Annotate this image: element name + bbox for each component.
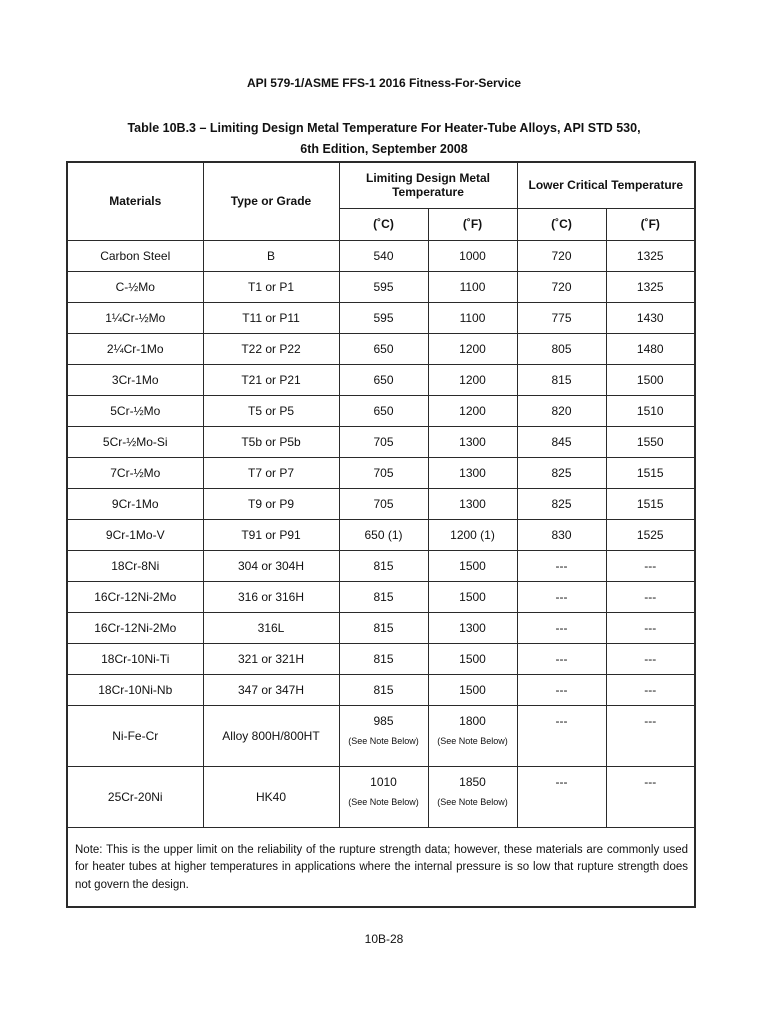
cell-lct-f: 1325 — [606, 271, 695, 302]
cell-ldmt-f: 1100 — [428, 271, 517, 302]
see-note-reference: (See Note Below) — [437, 735, 508, 746]
cell-grade: HK40 — [203, 766, 339, 827]
cell-grade: Alloy 800H/800HT — [203, 705, 339, 766]
table-row — [67, 612, 695, 643]
cell-ldmt-f: 1500 — [428, 643, 517, 674]
cell-ldmt-c — [339, 766, 428, 827]
table-row — [67, 581, 695, 612]
cell-grade: T1 or P1 — [203, 271, 339, 302]
table-row-with-note — [67, 705, 695, 766]
cell-ldmt-c: 540 — [339, 240, 428, 271]
cell-material: 16Cr-12Ni-2Mo — [67, 581, 203, 612]
cell-ldmt-c: 595 — [339, 271, 428, 302]
cell-lct-c: --- — [517, 705, 606, 766]
cell-material: 9Cr-1Mo-V — [67, 519, 203, 550]
document-header: API 579-1/ASME FFS-1 2016 Fitness-For-Service — [246, 76, 522, 90]
cell-lct-f: --- — [606, 581, 695, 612]
see-note-reference: (See Note Below) — [437, 796, 508, 807]
header-materials: Materials — [67, 162, 203, 240]
cell-ldmt-f-value: 1850 — [459, 774, 486, 789]
cell-ldmt-f-value: 1800 — [459, 713, 486, 728]
cell-lct-f: --- — [606, 550, 695, 581]
cell-ldmt-f — [428, 766, 517, 827]
cell-lct-c: 845 — [517, 426, 606, 457]
cell-ldmt-c: 650 — [339, 333, 428, 364]
cell-material: 1¼Cr-½Mo — [67, 302, 203, 333]
cell-lct-c: 825 — [517, 457, 606, 488]
table-row — [67, 550, 695, 581]
cell-grade: T9 or P9 — [203, 488, 339, 519]
cell-lct-c: 820 — [517, 395, 606, 426]
table-row — [67, 271, 695, 302]
cell-grade: 316L — [203, 612, 339, 643]
cell-material: 2¼Cr-1Mo — [67, 333, 203, 364]
header-lower-critical-temperature: Lower Critical Temperature — [517, 162, 695, 208]
cell-ldmt-f: 1100 — [428, 302, 517, 333]
cell-ldmt-c: 815 — [339, 581, 428, 612]
note-row — [67, 827, 695, 907]
unit-ldmt-fahrenheit: (˚F) — [428, 208, 517, 240]
page-number: 10B-28 — [364, 932, 404, 946]
cell-lct-c: 805 — [517, 333, 606, 364]
cell-ldmt-c: 815 — [339, 643, 428, 674]
cell-lct-c: 720 — [517, 271, 606, 302]
cell-ldmt-c: 705 — [339, 426, 428, 457]
cell-lct-f: 1525 — [606, 519, 695, 550]
table-row — [67, 333, 695, 364]
cell-ldmt-f — [428, 705, 517, 766]
table-row — [67, 364, 695, 395]
table-title — [0, 118, 768, 160]
cell-material: 9Cr-1Mo — [67, 488, 203, 519]
cell-grade: T91 or P91 — [203, 519, 339, 550]
cell-material: 5Cr-½Mo-Si — [67, 426, 203, 457]
header-type-or-grade: Type or Grade — [203, 162, 339, 240]
cell-ldmt-f: 1200 — [428, 333, 517, 364]
cell-material: 18Cr-10Ni-Nb — [67, 674, 203, 705]
cell-grade: B — [203, 240, 339, 271]
cell-ldmt-f: 1200 (1) — [428, 519, 517, 550]
cell-lct-c: 830 — [517, 519, 606, 550]
cell-material: C-½Mo — [67, 271, 203, 302]
table-row — [67, 457, 695, 488]
cell-lct-f: 1510 — [606, 395, 695, 426]
cell-ldmt-f: 1300 — [428, 612, 517, 643]
cell-ldmt-c-value: 1010 — [370, 774, 397, 789]
cell-grade: T5 or P5 — [203, 395, 339, 426]
cell-ldmt-f: 1500 — [428, 581, 517, 612]
cell-material: 16Cr-12Ni-2Mo — [67, 612, 203, 643]
cell-lct-f: --- — [606, 612, 695, 643]
cell-ldmt-f: 1500 — [428, 550, 517, 581]
table-row — [67, 519, 695, 550]
cell-material: 3Cr-1Mo — [67, 364, 203, 395]
cell-ldmt-f: 1200 — [428, 395, 517, 426]
cell-ldmt-f: 1300 — [428, 426, 517, 457]
cell-lct-f: 1480 — [606, 333, 695, 364]
cell-lct-f: 1515 — [606, 488, 695, 519]
cell-material: 5Cr-½Mo — [67, 395, 203, 426]
cell-ldmt-f: 1000 — [428, 240, 517, 271]
cell-ldmt-c: 815 — [339, 674, 428, 705]
unit-ldmt-celsius: (˚C) — [339, 208, 428, 240]
cell-lct-f: 1550 — [606, 426, 695, 457]
cell-lct-c: --- — [517, 550, 606, 581]
cell-grade: T7 or P7 — [203, 457, 339, 488]
table-row-with-note — [67, 766, 695, 827]
cell-ldmt-c: 650 — [339, 364, 428, 395]
cell-ldmt-c: 650 — [339, 395, 428, 426]
cell-grade: T21 or P21 — [203, 364, 339, 395]
cell-ldmt-c-value: 985 — [373, 713, 394, 728]
cell-lct-c: 815 — [517, 364, 606, 395]
cell-lct-f: --- — [606, 766, 695, 827]
table-title-line-2: 6th Edition, September 2008 — [300, 142, 468, 156]
cell-material: 18Cr-8Ni — [67, 550, 203, 581]
cell-lct-c: 825 — [517, 488, 606, 519]
cell-lct-f: 1500 — [606, 364, 695, 395]
cell-lct-f: --- — [606, 674, 695, 705]
cell-material: 18Cr-10Ni-Ti — [67, 643, 203, 674]
cell-grade: 321 or 321H — [203, 643, 339, 674]
cell-ldmt-c — [339, 705, 428, 766]
cell-material: 25Cr-20Ni — [67, 766, 203, 827]
cell-grade: T22 or P22 — [203, 333, 339, 364]
cell-grade: 347 or 347H — [203, 674, 339, 705]
table-row — [67, 643, 695, 674]
table-row — [67, 302, 695, 333]
cell-lct-f: --- — [606, 705, 695, 766]
cell-ldmt-c: 595 — [339, 302, 428, 333]
table-note: Note: This is the upper limit on the reliability of the rupture strength data; however, these materials are commonly used for heater tubes at higher temperatures in applications where the internal pressure is so low that rupture strength does not govern the design. — [67, 827, 695, 907]
cell-lct-f: 1430 — [606, 302, 695, 333]
cell-ldmt-c: 815 — [339, 550, 428, 581]
temperature-table — [66, 161, 696, 908]
cell-grade: T5b or P5b — [203, 426, 339, 457]
table-row — [67, 674, 695, 705]
table-title-line-1: Table 10B.3 – Limiting Design Metal Temperature For Heater-Tube Alloys, API STD 530, — [127, 121, 641, 135]
table-row — [67, 426, 695, 457]
cell-lct-f: 1515 — [606, 457, 695, 488]
header-limiting-design-metal-temperature: Limiting Design Metal Temperature — [339, 162, 517, 208]
cell-ldmt-c: 705 — [339, 488, 428, 519]
cell-lct-c: --- — [517, 581, 606, 612]
cell-grade: 304 or 304H — [203, 550, 339, 581]
cell-ldmt-c: 815 — [339, 612, 428, 643]
cell-lct-f: 1325 — [606, 240, 695, 271]
see-note-reference: (See Note Below) — [348, 796, 419, 807]
see-note-reference: (See Note Below) — [348, 735, 419, 746]
unit-lct-fahrenheit: (˚F) — [606, 208, 695, 240]
cell-ldmt-f: 1200 — [428, 364, 517, 395]
table-row — [67, 240, 695, 271]
cell-ldmt-c: 705 — [339, 457, 428, 488]
cell-lct-c: --- — [517, 643, 606, 674]
table-row — [67, 395, 695, 426]
cell-ldmt-f: 1300 — [428, 488, 517, 519]
unit-lct-celsius: (˚C) — [517, 208, 606, 240]
cell-lct-c: 775 — [517, 302, 606, 333]
cell-grade: T11 or P11 — [203, 302, 339, 333]
cell-material: Carbon Steel — [67, 240, 203, 271]
cell-material: Ni-Fe-Cr — [67, 705, 203, 766]
cell-material: 7Cr-½Mo — [67, 457, 203, 488]
cell-lct-c: --- — [517, 766, 606, 827]
cell-ldmt-c: 650 (1) — [339, 519, 428, 550]
cell-ldmt-f: 1300 — [428, 457, 517, 488]
cell-lct-c: 720 — [517, 240, 606, 271]
cell-grade: 316 or 316H — [203, 581, 339, 612]
table-row — [67, 488, 695, 519]
cell-lct-f: --- — [606, 643, 695, 674]
cell-lct-c: --- — [517, 674, 606, 705]
cell-ldmt-f: 1500 — [428, 674, 517, 705]
cell-lct-c: --- — [517, 612, 606, 643]
